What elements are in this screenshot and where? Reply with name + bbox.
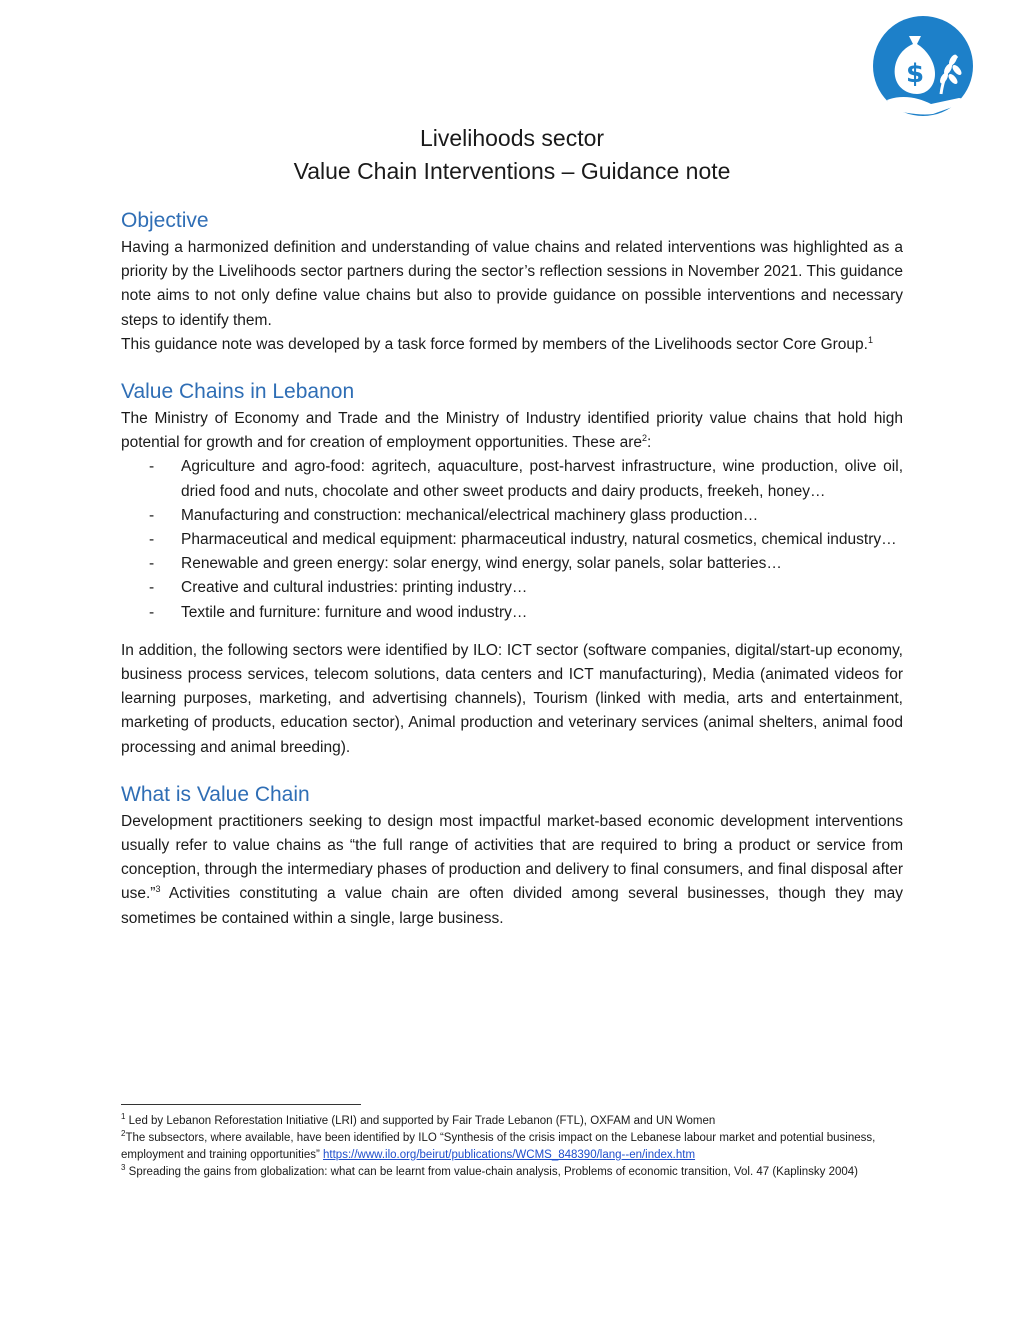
ilo-sectors-paragraph: In addition, the following sectors were identified by ILO: ICT sector (software companies, digital/start-up economy, business process services, telecom solutions, data centers and ICT manufacturing), Media (animated videos for learning purposes, marketing, and advertising channels), Tourism (linked with media, arts and entertainment, marketing of products, education sector), Animal production and veterinary services (animal shelters, animal food processing and animal breeding). [121, 641, 903, 756]
list-item-text: Pharmaceutical and medical equipment: pharmaceutical industry, natural cosmetics, chemical industry… [181, 531, 897, 549]
footnote-1-number: 1 [121, 1112, 126, 1122]
document-body [121, 206, 903, 931]
objective-paragraph-2-text: This guidance note was developed by a task force formed by members of the Livelihoods sector Core Group. [121, 335, 868, 353]
value-chains-intro [121, 407, 903, 455]
money-bag-wheat-icon [869, 14, 977, 118]
sector-logo [869, 14, 977, 118]
what-is-text-1: Development practitioners seeking to design most impactful market-based economic development interventions usually refer to value chains as “the full range of activities that are required to bring a product or service from conception, through the intermediary phases of production and delivery to final consumers, and final disposal after use.” [121, 812, 903, 903]
ilo-publication-link[interactable]: https://www.ilo.org/beirut/publications/WCMS_848390/lang--en/index.htm [323, 1149, 696, 1161]
list-item-text: Manufacturing and construction: mechanical/electrical machinery glass production… [181, 506, 759, 524]
objective-paragraph-1: Having a harmonized definition and understanding of value chains and related interventions was highlighted as a priority by the Livelihoods sector partners during the sector’s reflection sessions in November 2021. This guidance note aims to not only define value chains but also to provide guidance on possible interventions and necessary steps to identify them. [121, 239, 903, 329]
list-dash: - [149, 603, 155, 621]
objective-paragraph-2 [121, 333, 903, 357]
what-is-heading: What is Value Chain [121, 782, 310, 806]
footnote-1 [121, 1113, 881, 1130]
footnote-2 [121, 1130, 881, 1164]
list-item [121, 504, 903, 528]
list-dash: - [149, 555, 155, 573]
what-is-paragraph [121, 810, 903, 931]
list-item-text: Creative and cultural industries: printing industry… [181, 579, 528, 597]
list-dash: - [149, 506, 155, 524]
footnote-ref-1: 1 [867, 334, 873, 345]
list-item [121, 528, 903, 552]
list-dash: - [149, 579, 155, 597]
value-chains-section [121, 377, 903, 760]
footnote-3 [121, 1164, 881, 1181]
list-item [121, 576, 903, 600]
list-item-text: Renewable and green energy: solar energy, wind energy, solar panels, solar batteries… [181, 555, 782, 573]
footnote-2-number: 2 [121, 1129, 126, 1139]
value-chains-intro-text: The Ministry of Economy and Trade and the Ministry of Industry identified priority value chains that hold high potential for growth and for creation of employment opportunities. These are [121, 410, 903, 452]
footnote-ref-2: 2 [641, 433, 647, 444]
footnote-3-text: Spreading the gains from globalization: what can be learnt from value-chain analysis, Problems of economic transition, Vol. 47 (Kaplinsky 2004) [125, 1166, 859, 1178]
list-dash: - [149, 531, 155, 549]
list-item-text: Textile and furniture: furniture and wood industry… [181, 603, 528, 621]
footnote-separator [121, 1104, 361, 1105]
document-title [0, 122, 1024, 188]
what-is-section [121, 780, 903, 931]
list-item-text: Agriculture and agro-food: agritech, aquaculture, post-harvest infrastructure, wine production, olive oil, dried food and nuts, chocolate and other sweet products and dairy products, freekeh, honey… [181, 458, 903, 500]
svg-text:$: $ [905, 59, 925, 89]
value-chains-heading: Value Chains in Lebanon [121, 380, 355, 404]
footnote-1-text: Led by Lebanon Reforestation Initiative (LRI) and supported by Fair Trade Lebanon (FTL), OXFAM and UN Women [125, 1115, 716, 1127]
what-is-text-2: Activities constituting a value chain are often divided among several businesses, though they may sometimes be contained within a single, large business. [121, 885, 903, 927]
footnote-2-text: The subsectors, where available, have been identified by ILO “Synthesis of the crisis impact on the Lebanese labour market and potential business, employment and training opportunities” [121, 1132, 876, 1161]
value-chains-list [121, 455, 903, 624]
footnote-ref-3: 3 [155, 884, 161, 895]
footnote-3-number: 3 [121, 1163, 126, 1173]
list-dash: - [149, 458, 155, 476]
list-item [121, 601, 903, 625]
list-item [121, 552, 903, 576]
title-line-2: Value Chain Interventions – Guidance note [293, 158, 731, 184]
value-chains-intro-end: : [647, 434, 652, 452]
title-line-1: Livelihoods sector [419, 125, 605, 151]
list-item [121, 455, 903, 503]
objective-heading: Objective [121, 209, 209, 232]
footnotes [121, 1104, 881, 1181]
